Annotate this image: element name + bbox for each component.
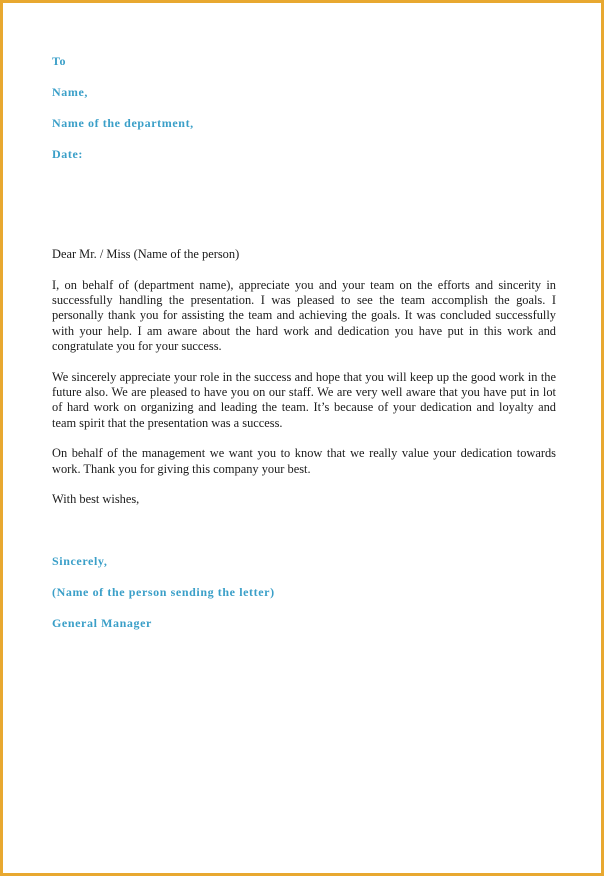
sender-name: (Name of the person sending the letter) [52, 585, 275, 600]
body-paragraph-2: We sincerely appreciate your role in the success and hope that you will keep up the good work in the future also. We are pleased to have you on our staff. We are very well aware that you have put in lot of hard work on organizing and leading the team. It’s because of your dedication and loyalty and team spirit that the presentation was a success. [52, 369, 556, 430]
body-paragraph-3: On behalf of the management we want you to know that we really value your dedication towards work. Thank you for giving this company your best. [52, 446, 556, 476]
letter-body [52, 53, 556, 631]
recipient-name-label: Name, [52, 85, 88, 99]
salutation: Dear Mr. / Miss (Name of the person) [52, 247, 240, 261]
sign-off: Sincerely, [52, 554, 108, 569]
recipient-department-label: Name of the department, [52, 116, 194, 130]
sender-title: General Manager [52, 616, 152, 631]
closing-line: With best wishes, [52, 491, 140, 506]
body-paragraph-1: I, on behalf of (department name), appreciate you and your team on the efforts and sincerity in successfully handling the presentation. I was pleased to see the team accomplish the goals. I personally thank you for assisting the team and achieving the goals. It was concluded successfully with your help. I am aware about the hard work and dedication you have put in this work and congratulate you for your success. [52, 277, 556, 354]
date-label: Date: [52, 147, 83, 161]
recipient-to-label: To [52, 54, 67, 68]
